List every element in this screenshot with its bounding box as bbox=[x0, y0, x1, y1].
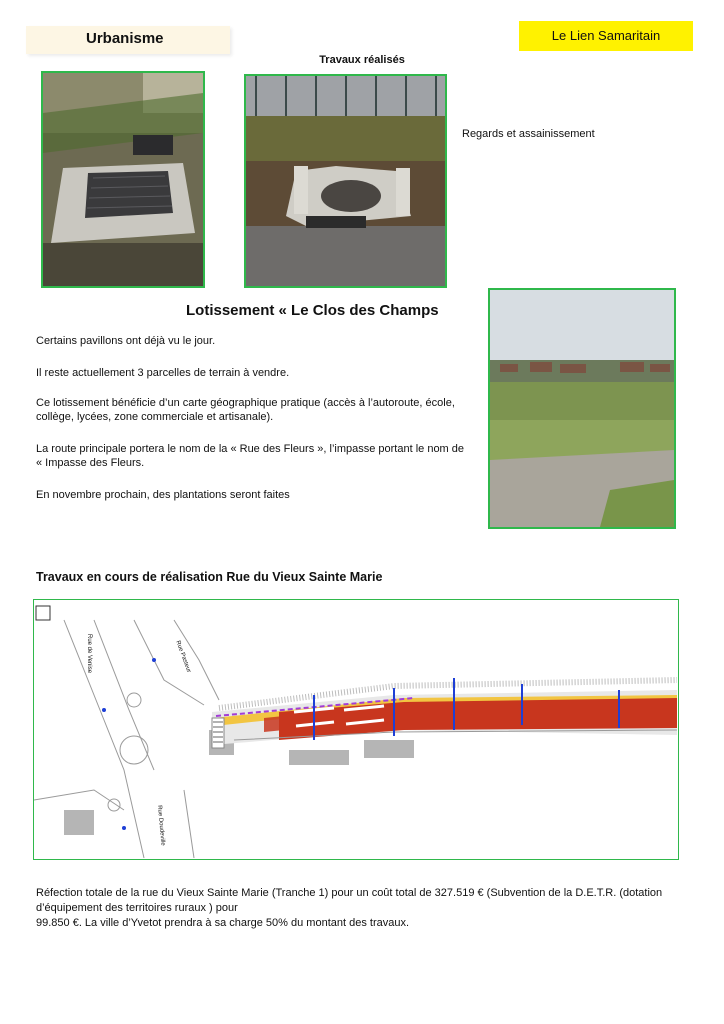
photo-label-regards: Regards et assainissement bbox=[462, 128, 595, 140]
travaux-title: Travaux en cours de réalisation Rue du Vieux Sainte Marie bbox=[36, 570, 383, 584]
lotissement-title: Lotissement « Le Clos des Champs bbox=[186, 302, 439, 319]
lotissement-paragraph-2: Il reste actuellement 3 parcelles de terrain à vendre. bbox=[36, 367, 290, 379]
works-caption: Travaux réalisés bbox=[319, 54, 405, 66]
road-plan-drawing bbox=[34, 600, 677, 858]
field-image bbox=[490, 290, 674, 527]
photo-field bbox=[488, 288, 676, 529]
drain-grate-image bbox=[43, 73, 203, 286]
lotissement-paragraph-4: La route principale portera le nom de la « Rue des Fleurs », l’impasse portant le nom de « Impasse des Fleurs. bbox=[36, 443, 465, 469]
lotissement-paragraph-1: Certains pavillons ont déjà vu le jour. bbox=[36, 335, 216, 347]
street-label-venise: Rue de Venise bbox=[86, 634, 92, 674]
section-tag bbox=[26, 26, 230, 54]
street-label-pasteur: Rue Pasteur bbox=[174, 640, 192, 674]
road-plan-map bbox=[33, 599, 679, 860]
photo-manhole bbox=[244, 74, 447, 288]
travaux-description-line2: 99.850 €. La ville d’Yvetot prendra à sa charge 50% du montant des travaux. bbox=[36, 917, 410, 929]
travaux-description bbox=[36, 886, 686, 931]
lotissement-paragraph-3: Ce lotissement bénéficie d’un carte géographique pratique (accès à l’autoroute, école, collège, lycées, zone commerciale et artisanale). bbox=[36, 397, 455, 423]
brand-name: Le Lien Samaritain bbox=[551, 28, 661, 43]
brand-badge bbox=[519, 21, 693, 51]
section-title: Urbanisme bbox=[86, 30, 164, 47]
travaux-description-line1: Réfection totale de la rue du Vieux Sainte Marie (Tranche 1) pour un coût total de 327.519 € (Subvention de la D.E.T.R. (dotation d’équipement des territoires ruraux ) pour bbox=[36, 887, 663, 914]
photo-drain-grate bbox=[41, 71, 205, 288]
street-label-doudeville: Rue Doudeville bbox=[156, 805, 166, 847]
manhole-image bbox=[246, 76, 445, 286]
lotissement-paragraph-5: En novembre prochain, des plantations seront faites bbox=[36, 489, 290, 501]
